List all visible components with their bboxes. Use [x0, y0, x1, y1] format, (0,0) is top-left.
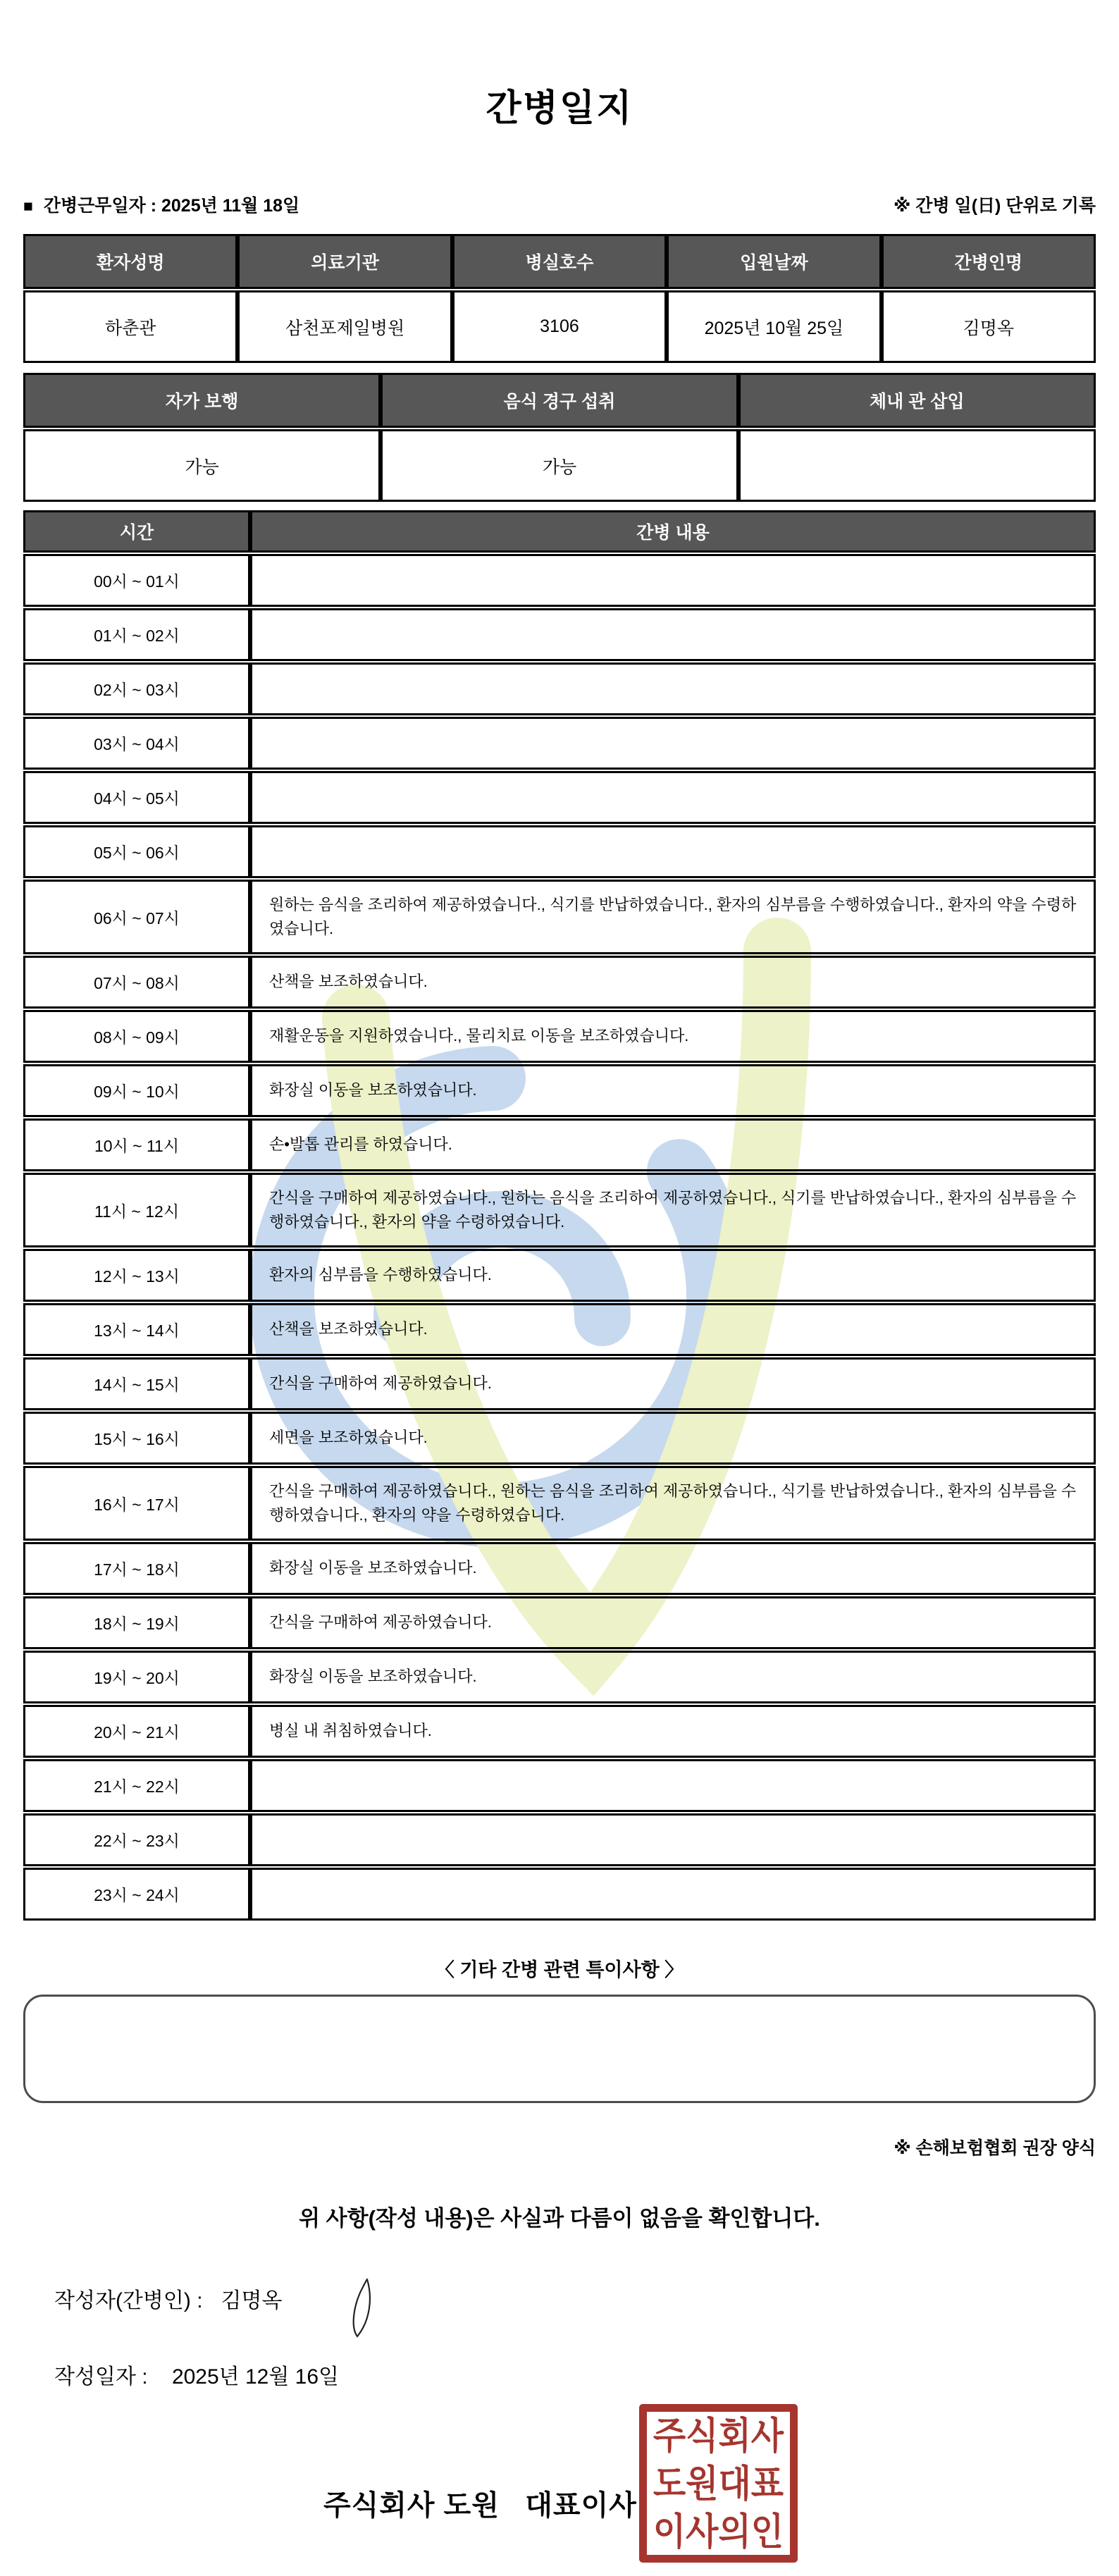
care-content-cell: 화장실 이동을 보조하였습니다. — [250, 1064, 1096, 1117]
special-notes-box — [23, 1995, 1096, 2103]
patient-info-table — [23, 233, 1096, 364]
tube-insertion-value — [738, 429, 1096, 502]
patient-name-value: 하춘관 — [23, 290, 237, 363]
care-time-cell: 02시 ~ 03시 — [23, 663, 250, 715]
square-bullet-icon: ■ — [23, 197, 33, 215]
care-time-cell: 12시 ~ 13시 — [23, 1249, 250, 1302]
care-time-cell: 11시 ~ 12시 — [23, 1173, 250, 1247]
patient-info-value-row — [23, 290, 1096, 363]
care-row — [23, 880, 1096, 954]
care-content-column-header: 간병 내용 — [250, 510, 1096, 553]
care-time-cell: 01시 ~ 02시 — [23, 608, 250, 661]
care-row — [23, 1249, 1096, 1302]
care-row — [23, 717, 1096, 770]
care-time-cell: 21시 ~ 22시 — [23, 1759, 250, 1812]
writer-name: 김명옥 — [221, 2289, 283, 2312]
care-content-cell: 세면을 보조하였습니다. — [250, 1412, 1096, 1465]
care-time-cell: 13시 ~ 14시 — [23, 1303, 250, 1356]
seal-text-line: 이사의인 — [653, 2510, 784, 2553]
written-date-label: 작성일자 : — [54, 2365, 148, 2389]
care-time-cell: 08시 ~ 09시 — [23, 1010, 250, 1063]
care-content-cell: 간식을 구매하여 제공하였습니다. — [250, 1596, 1096, 1649]
care-content-cell: 재활운동을 지원하였습니다., 물리치료 이동을 보조하였습니다. — [250, 1010, 1096, 1063]
care-content-cell — [250, 1813, 1096, 1866]
care-row — [23, 1759, 1096, 1812]
care-time-cell: 14시 ~ 15시 — [23, 1357, 250, 1410]
oral-intake-value: 가능 — [381, 429, 738, 502]
care-content-cell — [250, 825, 1096, 878]
caregiver-name-header: 간병인명 — [882, 234, 1096, 289]
written-date-value: 2025년 12월 16일 — [171, 2365, 340, 2389]
care-content-cell — [250, 717, 1096, 770]
care-content-cell: 환자의 심부름을 수행하였습니다. — [250, 1249, 1096, 1302]
care-time-cell: 15시 ~ 16시 — [23, 1412, 250, 1465]
written-date-line — [54, 2359, 1096, 2390]
care-time-cell: 23시 ~ 24시 — [23, 1868, 250, 1921]
care-content-cell: 산책을 보조하였습니다. — [250, 956, 1096, 1009]
care-time-cell: 07시 ~ 08시 — [23, 956, 250, 1009]
self-walking-header: 자가 보행 — [23, 373, 381, 428]
writer-line — [54, 2283, 1096, 2348]
care-content-cell: 원하는 음식을 조리하여 제공하였습니다., 식기를 반납하였습니다., 환자의 심부름을 수행하였습니다., 환자의 약을 수령하였습니다. — [250, 880, 1096, 954]
care-content-cell: 손•발톱 관리를 하였습니다. — [250, 1118, 1096, 1171]
care-time-cell: 04시 ~ 05시 — [23, 771, 250, 824]
care-time-cell: 09시 ~ 10시 — [23, 1064, 250, 1117]
care-content-cell — [250, 1759, 1096, 1812]
care-time-cell: 10시 ~ 11시 — [23, 1118, 250, 1171]
care-row — [23, 608, 1096, 661]
care-content-cell: 간식을 구매하여 제공하였습니다., 원하는 음식을 조리하여 제공하였습니다., 식기를 반납하였습니다., 환자의 심부름을 수행하였습니다., 환자의 약을 수령하였습니다. — [250, 1173, 1096, 1247]
record-unit-note: ※ 간병 일(日) 단위로 기록 — [894, 196, 1096, 216]
medical-institution-value: 삼천포제일병원 — [237, 290, 452, 363]
care-row — [23, 956, 1096, 1009]
care-time-cell: 17시 ~ 18시 — [23, 1542, 250, 1595]
caregiver-name-value: 김명옥 — [882, 290, 1096, 363]
tube-insertion-header: 체내 관 삽입 — [738, 373, 1096, 428]
care-work-date-label: 간병근무일자 : — [43, 196, 157, 216]
care-row — [23, 663, 1096, 715]
care-row — [23, 1813, 1096, 1866]
care-time-cell: 06시 ~ 07시 — [23, 880, 250, 954]
company-row — [23, 2400, 1096, 2576]
writer-label: 작성자(간병인) : — [54, 2289, 203, 2312]
care-row — [23, 1868, 1096, 1921]
self-walking-value: 가능 — [23, 429, 381, 502]
patient-name-header: 환자성명 — [23, 234, 237, 289]
company-ceo-line: 주식회사 도원 대표이사 — [323, 2490, 637, 2521]
care-content-cell: 화장실 이동을 보조하였습니다. — [250, 1651, 1096, 1703]
care-log-header-row — [23, 510, 1096, 553]
care-row — [23, 1064, 1096, 1117]
care-content-cell — [250, 663, 1096, 715]
patient-status-table — [23, 371, 1096, 503]
care-row — [23, 554, 1096, 607]
patient-status-header-row — [23, 373, 1096, 428]
handwritten-signature — [347, 2277, 376, 2342]
patient-info-header-row — [23, 234, 1096, 289]
meta-row — [23, 192, 1096, 217]
medical-institution-header: 의료기관 — [237, 234, 452, 289]
care-row — [23, 1010, 1096, 1063]
care-row — [23, 1705, 1096, 1758]
care-row — [23, 1651, 1096, 1703]
corporate-seal-stamp — [639, 2404, 798, 2563]
care-content-cell — [250, 608, 1096, 661]
care-row — [23, 1412, 1096, 1465]
care-content-cell: 병실 내 취침하였습니다. — [250, 1705, 1096, 1758]
oral-intake-header: 음식 경구 섭취 — [381, 373, 738, 428]
care-row — [23, 1542, 1096, 1595]
care-time-cell: 22시 ~ 23시 — [23, 1813, 250, 1866]
care-row — [23, 1466, 1096, 1541]
admission-date-value: 2025년 10월 25일 — [667, 290, 881, 363]
care-time-cell: 16시 ~ 17시 — [23, 1466, 250, 1541]
care-content-cell — [250, 1868, 1096, 1921]
care-content-cell: 간식을 구매하여 제공하였습니다. — [250, 1357, 1096, 1410]
care-content-cell — [250, 771, 1096, 824]
care-log-table — [23, 509, 1096, 1922]
patient-status-value-row — [23, 429, 1096, 502]
admission-date-header: 입원날짜 — [667, 234, 881, 289]
recommended-form-note: ※ 손해보험협회 권장 양식 — [894, 2138, 1096, 2158]
care-content-cell: 간식을 구매하여 제공하였습니다., 원하는 음식을 조리하여 제공하였습니다., 식기를 반납하였습니다., 환자의 심부름을 수행하였습니다., 환자의 약을 수령하였습니다. — [250, 1466, 1096, 1541]
time-column-header: 시간 — [23, 510, 250, 553]
care-time-cell: 19시 ~ 20시 — [23, 1651, 250, 1703]
care-time-cell: 05시 ~ 06시 — [23, 825, 250, 878]
care-time-cell: 03시 ~ 04시 — [23, 717, 250, 770]
care-time-cell: 18시 ~ 19시 — [23, 1596, 250, 1649]
special-notes-title: 〈 기타 간병 관련 특이사항 〉 — [435, 1959, 684, 1980]
care-time-cell: 00시 ~ 01시 — [23, 554, 250, 607]
care-work-date — [23, 192, 299, 217]
page-title: 간병일지 — [486, 88, 633, 129]
care-row — [23, 1173, 1096, 1247]
room-number-header: 병실호수 — [452, 234, 667, 289]
care-content-cell: 화장실 이동을 보조하였습니다. — [250, 1542, 1096, 1595]
care-content-cell: 산책을 보조하였습니다. — [250, 1303, 1096, 1356]
care-time-cell: 20시 ~ 21시 — [23, 1705, 250, 1758]
care-row — [23, 1303, 1096, 1356]
care-row — [23, 1596, 1096, 1649]
seal-text-line: 도원대표 — [653, 2462, 784, 2505]
care-row — [23, 771, 1096, 824]
room-number-value: 3106 — [452, 290, 667, 363]
confirmation-statement: 위 사항(작성 내용)은 사실과 다름이 없음을 확인합니다. — [299, 2206, 820, 2231]
care-row — [23, 825, 1096, 878]
care-work-date-value: 2025년 11월 18일 — [161, 196, 300, 216]
seal-text-line: 주식회사 — [653, 2414, 784, 2457]
care-row — [23, 1357, 1096, 1410]
care-content-cell — [250, 554, 1096, 607]
care-row — [23, 1118, 1096, 1171]
